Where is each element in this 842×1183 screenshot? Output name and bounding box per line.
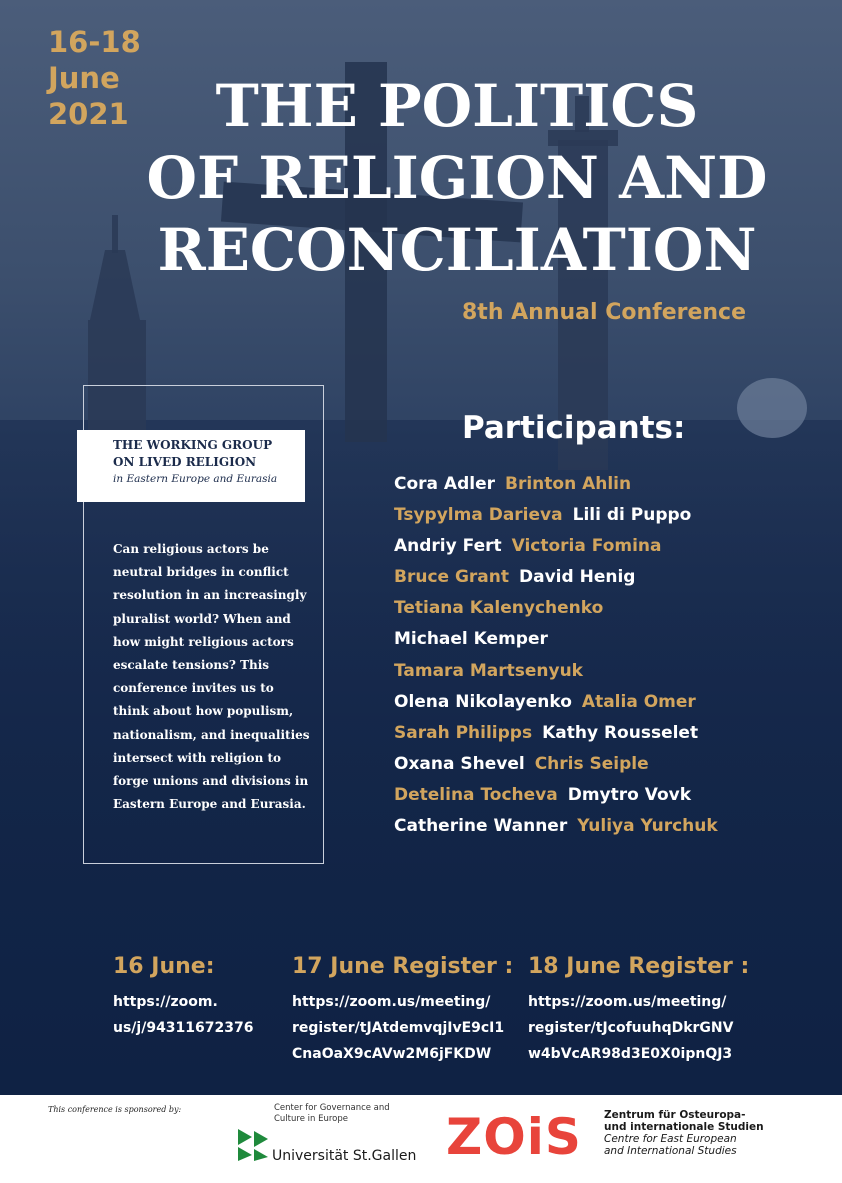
participant-name: Tetiana Kalenychenko: [394, 598, 604, 619]
link-line: https://zoom.us/meeting/: [292, 994, 491, 1010]
sponsor-note: This conference is sponsored by:: [48, 1105, 182, 1114]
participant-row: [394, 749, 814, 780]
session-label: 17 June Register :: [292, 954, 514, 979]
participant-row: [394, 624, 814, 655]
sponsor-footer: [0, 1095, 842, 1183]
link-line: us/j/94311672376: [113, 1020, 254, 1036]
participant-row: [394, 656, 814, 687]
participant-row: [394, 687, 814, 718]
session-16-june: [113, 954, 253, 1041]
participant-name: Yuliya Yurchuk: [577, 816, 718, 837]
participants-heading: Participants:: [462, 410, 686, 446]
link-line: w4bVcAR98d3E0X0ipnQJ3: [528, 1046, 733, 1062]
session-label: 18 June Register :: [528, 954, 750, 979]
participant-name: David Henig: [519, 567, 636, 588]
session-link[interactable]: [528, 989, 749, 1067]
date-line: 16-18: [48, 25, 141, 59]
working-group-line: ON LIVED RELIGION: [113, 455, 257, 469]
participant-name: Atalia Omer: [581, 691, 696, 712]
date-line: June: [48, 61, 120, 95]
conference-description: [113, 538, 310, 816]
description-line: forge unions and divisions in: [113, 774, 309, 789]
session-link[interactable]: [113, 989, 253, 1041]
participant-name: Catherine Wanner: [394, 816, 568, 837]
description-line: Can religious actors be: [113, 542, 269, 556]
session-17-june: [292, 954, 513, 1067]
description-line: think about how populism,: [113, 704, 294, 719]
description-line: nationalism, and inequalities: [113, 727, 310, 742]
session-label: 16 June:: [113, 954, 215, 979]
participant-row: [394, 562, 814, 593]
date-line: 2021: [48, 97, 129, 131]
working-group-label: [77, 430, 305, 502]
working-group-region: in Eastern Europe and Eurasia: [113, 473, 278, 485]
participant-name: Dmytro Vovk: [567, 784, 692, 805]
description-line: intersect with religion to: [113, 750, 282, 765]
participant-name: Tamara Martsenyuk: [394, 660, 583, 681]
participant-name: Cora Adler: [394, 474, 495, 494]
participant-name: Victoria Fomina: [511, 536, 662, 557]
zois-logo: ZOiS: [446, 1108, 582, 1166]
description-line: escalate tensions? This: [113, 658, 270, 673]
participant-name: Detelina Tocheva: [394, 784, 558, 805]
title-line: THE POLITICS: [215, 72, 699, 140]
link-line: register/tJcofuuhqDkrGNV: [528, 1020, 734, 1036]
participant-row: [394, 531, 814, 562]
participant-name: Kathy Rousselet: [542, 722, 699, 743]
description-line: neutral bridges in conflict: [113, 565, 289, 580]
participant-row: [394, 811, 814, 842]
zois-line: and International Studies: [604, 1145, 737, 1157]
hsg-university-name: Universität St.Gallen: [272, 1148, 417, 1164]
hsg-center-name: [274, 1103, 390, 1125]
working-group-line: THE WORKING GROUP: [113, 438, 273, 452]
hsg-center-line: Center for Governance and: [274, 1103, 390, 1113]
conference-subtitle: 8th Annual Conference: [462, 300, 747, 325]
zois-line: Centre for East European: [604, 1133, 737, 1145]
participant-name: Bruce Grant: [394, 567, 510, 588]
participant-row: [394, 780, 814, 811]
session-link[interactable]: [292, 989, 513, 1067]
zois-line: und internationale Studien: [604, 1121, 764, 1133]
link-line: https://zoom.us/meeting/: [528, 994, 727, 1010]
participant-name: Chris Seiple: [534, 753, 649, 774]
description-line: Eastern Europe and Eurasia.: [113, 797, 306, 812]
description-line: conference invites us to: [113, 681, 274, 696]
hsg-logo-icon: [236, 1127, 270, 1163]
participant-name: Andriy Fert: [394, 536, 502, 557]
participant-name: Tsypylma Darieva: [394, 505, 563, 526]
zois-institute-name: [604, 1109, 764, 1157]
participant-list: [394, 469, 814, 842]
link-line: CnaOaX9cAVw2M6jFKDW: [292, 1046, 492, 1062]
participant-name: Michael Kemper: [394, 629, 548, 650]
participant-name: Lili di Puppo: [572, 505, 692, 526]
participant-name: Sarah Philipps: [394, 722, 533, 743]
conference-title: [112, 70, 802, 286]
participant-row: [394, 718, 814, 749]
link-line: https://zoom.: [113, 994, 218, 1010]
participant-name: Brinton Ahlin: [505, 474, 632, 494]
participant-row: [394, 500, 814, 531]
participant-name: Oxana Shevel: [394, 753, 525, 774]
link-line: register/tJAtdemvqjIvE9cI1: [292, 1020, 505, 1036]
description-line: pluralist world? When and: [113, 611, 291, 626]
title-line: OF RELIGION AND: [146, 144, 768, 212]
participant-name: Olena Nikolayenko: [394, 691, 572, 712]
hsg-center-line: Culture in Europe: [274, 1114, 348, 1124]
description-line: resolution in an increasingly: [113, 588, 307, 603]
zois-line: Zentrum für Osteuropa-: [604, 1109, 746, 1121]
participant-row: [394, 469, 814, 500]
description-line: how might religious actors: [113, 634, 294, 649]
title-line: RECONCILIATION: [157, 216, 757, 284]
session-18-june: [528, 954, 749, 1067]
participant-row: [394, 593, 814, 624]
